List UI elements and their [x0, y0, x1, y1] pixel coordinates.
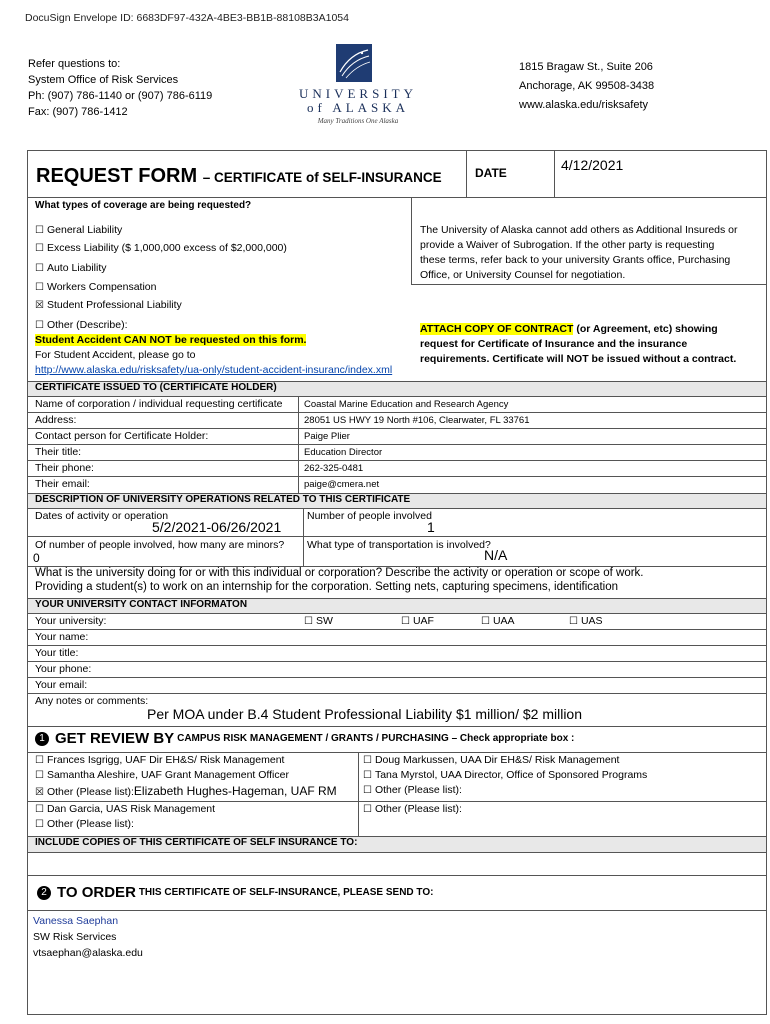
coverage-general-liability[interactable]: ☐ General Liability [35, 224, 123, 236]
checkbox-icon: ☐ [35, 263, 44, 274]
review-other-left-2[interactable]: ☐ Other (Please list): [35, 818, 134, 830]
review-other-left[interactable]: ☒ Other (Please list):Elizabeth Hughes-Hageman, UAF RM [35, 784, 337, 798]
review-markussen[interactable]: ☐ Doug Markussen, UAA Dir EH&S/ Risk Management [363, 754, 620, 766]
checkbox-icon: ☐ [35, 819, 44, 830]
refer-questions [28, 56, 212, 120]
holder-email-value[interactable]: paige@cmera.net [304, 479, 380, 490]
holder-label: Their title: [35, 446, 82, 458]
step-number-icon: 1 [35, 732, 49, 746]
address-line: Anchorage, AK 99508-3438 [519, 80, 655, 92]
student-accident-link[interactable]: http://www.alaska.edu/risksafety/ua-only/student-accident-insuranc/index.xml [35, 364, 393, 376]
refer-line: Refer questions to: [28, 58, 121, 70]
contact-email-label: Your email: [35, 679, 88, 691]
contact-title-label: Your title: [35, 647, 79, 659]
university-uaa[interactable]: ☐ UAA [481, 615, 515, 627]
logo-alaska: of ALASKA [306, 100, 410, 115]
checkbox-icon: ☐ [304, 616, 313, 627]
university-sw[interactable]: ☐ SW [304, 615, 333, 627]
holder-address-value[interactable]: 28051 US HWY 19 North #106, Clearwater, FL 33761 [304, 415, 530, 426]
refer-line: Fax: (907) 786-1412 [28, 106, 128, 118]
contact-phone-label: Your phone: [35, 663, 92, 675]
student-accident-info: For Student Accident, please go to [35, 349, 196, 361]
date-label: DATE [475, 166, 507, 180]
dates-value[interactable]: 5/2/2021-06/26/2021 [152, 519, 282, 535]
review-other-value: Elizabeth Hughes-Hageman, UAF RM [133, 784, 337, 798]
checkbox-icon: ☐ [35, 755, 44, 766]
coverage-student-professional[interactable]: ☒ Student Professional Liability [35, 299, 182, 311]
step-number-icon: 2 [37, 886, 51, 900]
send-to-name: Vanessa Saephan [33, 915, 119, 927]
holder-title-value[interactable]: Education Director [304, 447, 383, 458]
review-aleshire[interactable]: ☐ Samantha Aleshire, UAF Grant Management Officer [35, 769, 289, 781]
notes-label: Any notes or comments: [35, 695, 149, 707]
checked-checkbox-icon: ☒ [35, 300, 44, 311]
include-copies: INCLUDE COPIES OF THIS CERTIFICATE OF SELF INSURANCE TO: [35, 837, 358, 848]
coverage-auto-liability[interactable]: ☐ Auto Liability [35, 262, 107, 274]
holder-contact-value[interactable]: Paige Plier [304, 431, 350, 442]
transport-label: What type of transportation is involved? [307, 539, 491, 551]
office-address [519, 58, 654, 115]
additional-insured-notice: The University of Alaska cannot add others as Additional Insureds or provide a Waiver of Subrogation. If the other party is requesting these terms, refer back to your university Grants office, Purchasing Office, or University Counsel for negotiation. [420, 224, 738, 281]
checkbox-icon: ☐ [35, 320, 44, 331]
checkbox-icon: ☐ [363, 785, 372, 796]
logo-tagline: Many Traditions One Alaska [317, 117, 399, 125]
holder-label: Their email: [35, 478, 90, 490]
people-label: Number of people involved [307, 510, 432, 522]
logo-emblem [336, 44, 372, 82]
review-isgrigg[interactable]: ☐ Frances Isgrigg, UAF Dir EH&S/ Risk Management [35, 754, 285, 766]
holder-label: Contact person for Certificate Holder: [35, 430, 209, 442]
checkbox-icon: ☐ [363, 770, 372, 781]
address-line: 1815 Bragaw St., Suite 206 [519, 61, 653, 73]
checkbox-icon: ☐ [569, 616, 578, 627]
send-to-email: vtsaephan@alaska.edu [33, 947, 143, 959]
review-heading: 1 GET REVIEW BY CAMPUS RISK MANAGEMENT / GRANTS / PURCHASING – Check appropriate box : [35, 730, 574, 747]
university-uas[interactable]: ☐ UAS [569, 615, 603, 627]
student-accident-warning: Student Accident CAN NOT be requested on this form. [35, 334, 307, 346]
minors-label: Of number of people involved, how many are minors? [35, 539, 285, 551]
operations-header: DESCRIPTION OF UNIVERSITY OPERATIONS RELATED TO THIS CERTIFICATE [35, 494, 411, 505]
holder-label: Name of corporation / individual requesting certificate [35, 398, 283, 410]
holder-header: CERTIFICATE ISSUED TO (CERTIFICATE HOLDER) [35, 382, 277, 393]
checkbox-icon: ☐ [35, 282, 44, 293]
request-form [27, 150, 767, 1015]
coverage-workers-comp[interactable]: ☐ Workers Compensation [35, 281, 157, 293]
coverage-excess-liability[interactable]: ☐ Excess Liability ($ 1,000,000 excess of $2,000,000) [35, 242, 287, 254]
checkbox-icon: ☐ [35, 225, 44, 236]
date-value[interactable]: 4/12/2021 [561, 157, 624, 173]
contact-university-label: Your university: [35, 615, 107, 627]
attach-contract-notice: ATTACH COPY OF CONTRACT (or Agreement, etc) showing request for Certificate of Insurance and the insurance requirements. Certificate will NOT be issued without a contract. [420, 323, 737, 365]
checkbox-icon: ☐ [35, 770, 44, 781]
checkbox-icon: ☐ [35, 804, 44, 815]
holder-label: Their phone: [35, 462, 94, 474]
dates-label: Dates of activity or operation [35, 510, 169, 522]
refer-line: Ph: (907) 786-1140 or (907) 786-6119 [28, 90, 213, 102]
send-to-dept: SW Risk Services [33, 931, 117, 943]
refer-line: System Office of Risk Services [28, 74, 179, 86]
form-subtitle: – CERTIFICATE of SELF-INSURANCE [202, 170, 442, 185]
attach-contract-highlight: ATTACH COPY OF CONTRACT [420, 323, 574, 335]
address-line: www.alaska.edu/risksafety [519, 99, 648, 111]
order-heading: 2 TO ORDER THIS CERTIFICATE OF SELF-INSURANCE, PLEASE SEND TO: [37, 884, 433, 901]
checkbox-icon: ☐ [363, 804, 372, 815]
minors-value[interactable]: 0 [33, 551, 40, 565]
activity-question: What is the university doing for or with this individual or corporation? Describe the activity or operation or scope of work. [35, 567, 644, 579]
aurora-icon [336, 44, 372, 82]
review-other-right[interactable]: ☐ Other (Please list): [363, 784, 462, 796]
checkbox-icon: ☐ [401, 616, 410, 627]
transport-value[interactable]: N/A [484, 547, 508, 563]
university-logo [293, 44, 423, 128]
coverage-other[interactable]: ☐ Other (Describe): [35, 319, 128, 331]
checkbox-icon: ☐ [481, 616, 490, 627]
checkbox-icon: ☐ [35, 243, 44, 254]
form-title: REQUEST FORM – CERTIFICATE of SELF-INSURANCE [36, 165, 442, 187]
notes-value[interactable]: Per MOA under B.4 Student Professional Liability $1 million/ $2 million [147, 706, 582, 722]
review-garcia[interactable]: ☐ Dan Garcia, UAS Risk Management [35, 803, 216, 815]
holder-phone-value[interactable]: 262-325-0481 [304, 463, 364, 474]
envelope-id: DocuSign Envelope ID: 6683DF97-432A-4BE3-BB1B-88108B3A1054 [25, 12, 349, 24]
contact-name-label: Your name: [35, 631, 89, 643]
checkbox-icon: ☐ [363, 755, 372, 766]
send-to [33, 913, 143, 961]
holder-label: Address: [35, 414, 77, 426]
logo-university: UNIVERSITY [299, 86, 417, 101]
holder-name-value[interactable]: Coastal Marine Education and Research Agency [304, 399, 509, 410]
university-uaf[interactable]: ☐ UAF [401, 615, 434, 627]
activity-answer[interactable]: Providing a student(s) to work on an internship for the corporation. Setting nets, capturing specimens, identification [35, 581, 618, 593]
coverage-question: What types of coverage are being requested? [35, 200, 252, 211]
review-myrstol[interactable]: ☐ Tana Myrstol, UAA Director, Office of Sponsored Programs [363, 769, 648, 781]
contact-header: YOUR UNIVERSITY CONTACT INFORMATON [35, 599, 248, 610]
checked-checkbox-icon: ☒ [35, 787, 44, 798]
people-value[interactable]: 1 [427, 519, 435, 535]
review-other-right-2[interactable]: ☐ Other (Please list): [363, 803, 462, 815]
